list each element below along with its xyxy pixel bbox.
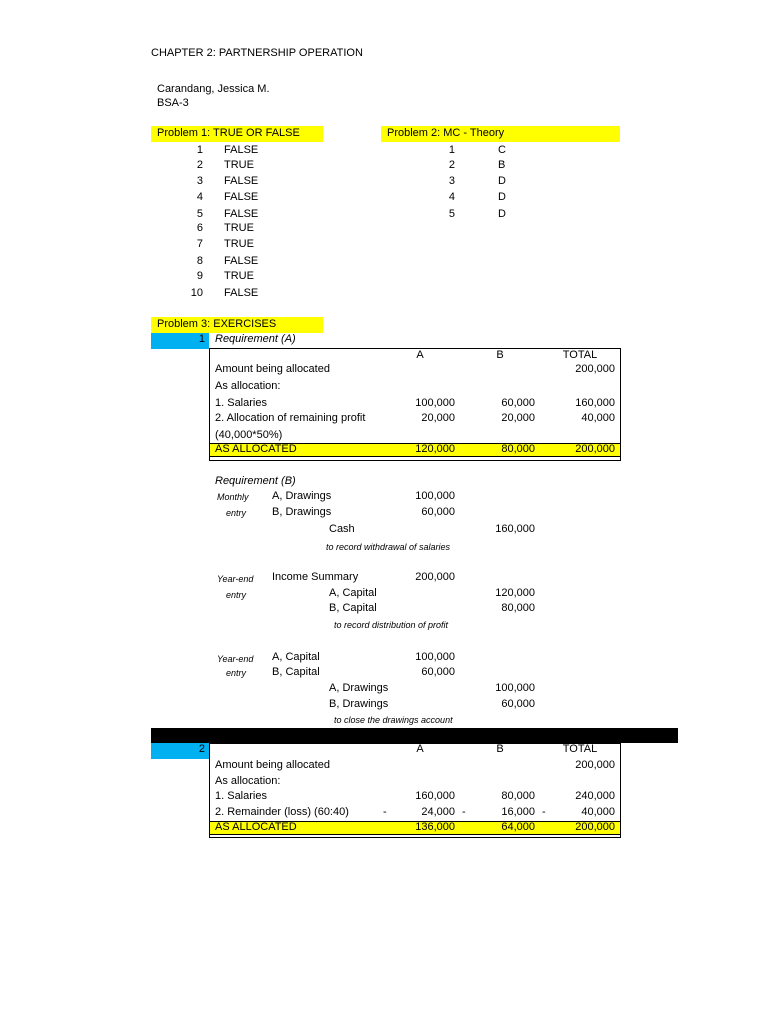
t2-remainder-b-trailing-sign: -: [542, 806, 546, 818]
problem1-item-number: 9: [196, 270, 203, 282]
t2-amount-total: 200,000: [575, 759, 615, 771]
t2-col-total: TOTAL: [562, 743, 598, 755]
t1-salaries-label: 1. Salaries: [215, 397, 267, 409]
t1-remaining-total: 40,000: [581, 412, 615, 424]
monthly-note: to record withdrawal of salaries: [326, 542, 451, 552]
problem3-title: Problem 3: EXERCISES: [157, 318, 277, 330]
t2-as-allocation: As allocation:: [215, 775, 281, 787]
problem2-item-number: 3: [448, 175, 455, 187]
problem1-item-number: 10: [190, 287, 203, 299]
t1-double-rule: [209, 456, 621, 457]
problem1-item-answer: FALSE: [224, 191, 259, 203]
exercise1-number: 1: [198, 333, 205, 345]
yearend2-cr1-amount: 100,000: [495, 682, 535, 694]
t2-remainder-total: 40,000: [581, 806, 615, 818]
yearend2-dr2-amount: 60,000: [421, 666, 455, 678]
problem1-item-answer: FALSE: [224, 175, 259, 187]
t2-col-a: A: [416, 743, 424, 755]
yearend2-cr1: A, Drawings: [329, 682, 389, 694]
t1-col-total: TOTAL: [562, 349, 598, 361]
problem2-item-answer: C: [498, 144, 506, 156]
problem1-item-answer: FALSE: [224, 144, 259, 156]
t1-col-b: B: [496, 349, 504, 361]
problem2-item-answer: B: [498, 159, 506, 171]
t2-allocated-b: 64,000: [501, 821, 535, 833]
problem1-item-number: 8: [196, 255, 203, 267]
t1-allocated-b: 80,000: [501, 443, 535, 455]
separator-bar: [151, 728, 678, 743]
problem2-title: Problem 2: MC - Theory: [387, 127, 505, 139]
problem1-item-number: 4: [196, 191, 203, 203]
t2-allocated-a: 136,000: [415, 821, 455, 833]
monthly-dr2: B, Drawings: [272, 506, 332, 518]
t2-double-rule: [209, 834, 621, 835]
monthly-tag: Monthly: [217, 492, 249, 502]
t2-salaries-total: 240,000: [575, 790, 615, 802]
yearend1-cr1-amount: 120,000: [495, 587, 535, 599]
problem2-item-number: 2: [448, 159, 455, 171]
problem2-item-answer: D: [498, 208, 506, 220]
t2-remainder-b: 16,000: [501, 806, 535, 818]
problem1-item-answer: FALSE: [224, 287, 259, 299]
t1-allocated-label: AS ALLOCATED: [215, 443, 297, 455]
monthly-cr1-amount: 160,000: [495, 523, 535, 535]
t2-salaries-label: 1. Salaries: [215, 790, 267, 802]
t2-remainder-a-trailing-sign: -: [462, 806, 466, 818]
t1-amount-total: 200,000: [575, 363, 615, 375]
t2-remainder-label: 2. Remainder (loss) (60:40): [215, 806, 349, 818]
exercise2-number: 2: [198, 743, 205, 755]
problem1-item-answer: FALSE: [224, 208, 259, 220]
yearend1-entry-tag: entry: [226, 590, 247, 600]
t2-remainder-a: 24,000: [421, 806, 455, 818]
problem1-item-number: 3: [196, 175, 203, 187]
monthly-dr1-amount: 100,000: [415, 490, 455, 502]
problem2-item-number: 1: [448, 144, 455, 156]
yearend2-cr2: B, Drawings: [329, 698, 389, 710]
t1-remaining-a: 20,000: [421, 412, 455, 424]
problem1-item-answer: TRUE: [224, 222, 254, 234]
yearend2-tag: Year-end: [217, 654, 254, 664]
yearend1-dr1: Income Summary: [272, 571, 359, 583]
yearend1-note: to record distribution of profit: [334, 620, 449, 630]
t1-salaries-total: 160,000: [575, 397, 615, 409]
monthly-entry-tag: entry: [226, 508, 247, 518]
student-section: BSA-3: [157, 97, 189, 109]
problem1-item-number: 7: [196, 238, 203, 250]
yearend2-entry-tag: entry: [226, 668, 247, 678]
t1-allocated-a: 120,000: [415, 443, 455, 455]
t1-salaries-b: 60,000: [501, 397, 535, 409]
yearend1-cr2: B, Capital: [329, 602, 377, 614]
problem1-item-answer: TRUE: [224, 238, 254, 250]
requirement-b-label: Requirement (B): [215, 475, 296, 487]
monthly-dr1: A, Drawings: [272, 490, 332, 502]
problem1-item-answer: TRUE: [224, 159, 254, 171]
student-name: Carandang, Jessica M.: [157, 83, 270, 95]
t2-salaries-a: 160,000: [415, 790, 455, 802]
yearend2-dr1: A, Capital: [272, 651, 320, 663]
t2-remainder-a-sign: -: [383, 806, 387, 818]
t1-allocated-total: 200,000: [575, 443, 615, 455]
yearend1-cr1: A, Capital: [329, 587, 377, 599]
t1-col-a: A: [416, 349, 424, 361]
yearend1-tag: Year-end: [217, 574, 254, 584]
problem1-item-answer: FALSE: [224, 255, 259, 267]
yearend2-dr1-amount: 100,000: [415, 651, 455, 663]
problem1-title: Problem 1: TRUE OR FALSE: [157, 127, 300, 139]
t2-allocated-label: AS ALLOCATED: [215, 821, 297, 833]
monthly-dr2-amount: 60,000: [421, 506, 455, 518]
chapter-title: CHAPTER 2: PARTNERSHIP OPERATION: [151, 47, 363, 59]
monthly-cr1: Cash: [329, 523, 355, 535]
t2-allocated-total: 200,000: [575, 821, 615, 833]
t1-remaining-note: (40,000*50%): [215, 429, 283, 441]
requirement-a-label: Requirement (A): [215, 333, 296, 345]
t2-col-b: B: [496, 743, 504, 755]
yearend1-dr1-amount: 200,000: [415, 571, 455, 583]
problem1-item-number: 1: [196, 144, 203, 156]
yearend2-note: to close the drawings account: [334, 715, 453, 725]
t1-remaining-label: 2. Allocation of remaining profit: [215, 412, 366, 424]
problem1-item-number: 6: [196, 222, 203, 234]
problem2-item-answer: D: [498, 175, 506, 187]
problem1-item-answer: TRUE: [224, 270, 254, 282]
problem2-item-answer: D: [498, 191, 506, 203]
yearend1-cr2-amount: 80,000: [501, 602, 535, 614]
t1-amount-label: Amount being allocated: [215, 363, 330, 375]
problem2-item-number: 5: [448, 208, 455, 220]
problem2-item-number: 4: [448, 191, 455, 203]
t2-amount-label: Amount being allocated: [215, 759, 330, 771]
t1-salaries-a: 100,000: [415, 397, 455, 409]
t1-as-allocation: As allocation:: [215, 380, 281, 392]
problem1-item-number: 2: [196, 159, 203, 171]
yearend2-cr2-amount: 60,000: [501, 698, 535, 710]
t1-remaining-b: 20,000: [501, 412, 535, 424]
t2-salaries-b: 80,000: [501, 790, 535, 802]
problem1-item-number: 5: [196, 208, 203, 220]
yearend2-dr2: B, Capital: [272, 666, 320, 678]
